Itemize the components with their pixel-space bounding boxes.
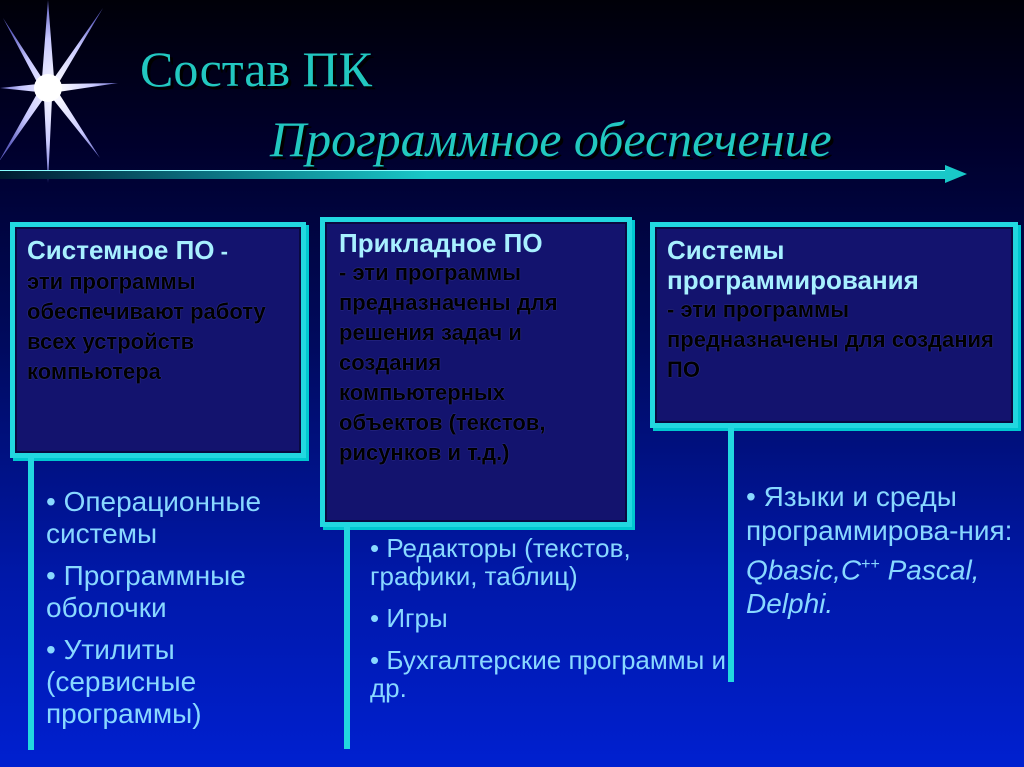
language-superscript: ++ bbox=[861, 556, 880, 573]
title-divider-arrow bbox=[945, 165, 967, 183]
star-burst-icon bbox=[0, 0, 120, 190]
system-software-box bbox=[10, 222, 306, 458]
application-software-description: - эти программы предназначены для решения задач и создания компьютерных объектов (текстов, рисунков и т.д.) bbox=[339, 260, 558, 465]
language-names: Qbasic,C bbox=[746, 554, 862, 586]
column-connector bbox=[28, 458, 34, 750]
system-software-heading: Системное ПО bbox=[27, 235, 215, 265]
application-software-heading: Прикладное ПО bbox=[339, 228, 543, 258]
list-item bbox=[746, 480, 1016, 621]
application-software-list bbox=[370, 534, 730, 716]
language-names-2: Pascal, Delphi. bbox=[746, 554, 980, 620]
slide-subtitle: Программное обеспечение bbox=[270, 111, 832, 167]
column-connector bbox=[344, 527, 350, 749]
list-item: • Операционные системы bbox=[46, 486, 262, 549]
list-item: • Игры bbox=[370, 603, 448, 633]
system-software-description: эти программы обеспечивают работу всех устройств компьютера bbox=[27, 269, 266, 384]
programming-systems-heading: Системы программирования bbox=[667, 235, 919, 295]
list-item: • Редакторы (текстов, графики, таблиц) bbox=[370, 533, 631, 591]
list-item: • Бухгалтерские программы и др. bbox=[370, 645, 727, 703]
system-software-dash: - bbox=[214, 239, 228, 264]
list-item: • Утилиты (сервисные программы) bbox=[46, 634, 202, 729]
title-divider bbox=[0, 170, 950, 179]
column-connector bbox=[728, 428, 734, 682]
programming-systems-description: - эти программы предназначены для создания ПО bbox=[667, 297, 994, 382]
programming-systems-list bbox=[746, 480, 1016, 631]
slide-title: Состав ПК bbox=[140, 41, 373, 97]
application-software-box bbox=[320, 217, 632, 527]
list-item: • Программные оболочки bbox=[46, 560, 246, 623]
system-software-list bbox=[46, 486, 326, 740]
list-item-text: • Языки и среды программирова-ния: bbox=[746, 481, 1013, 546]
programming-systems-box bbox=[650, 222, 1018, 428]
